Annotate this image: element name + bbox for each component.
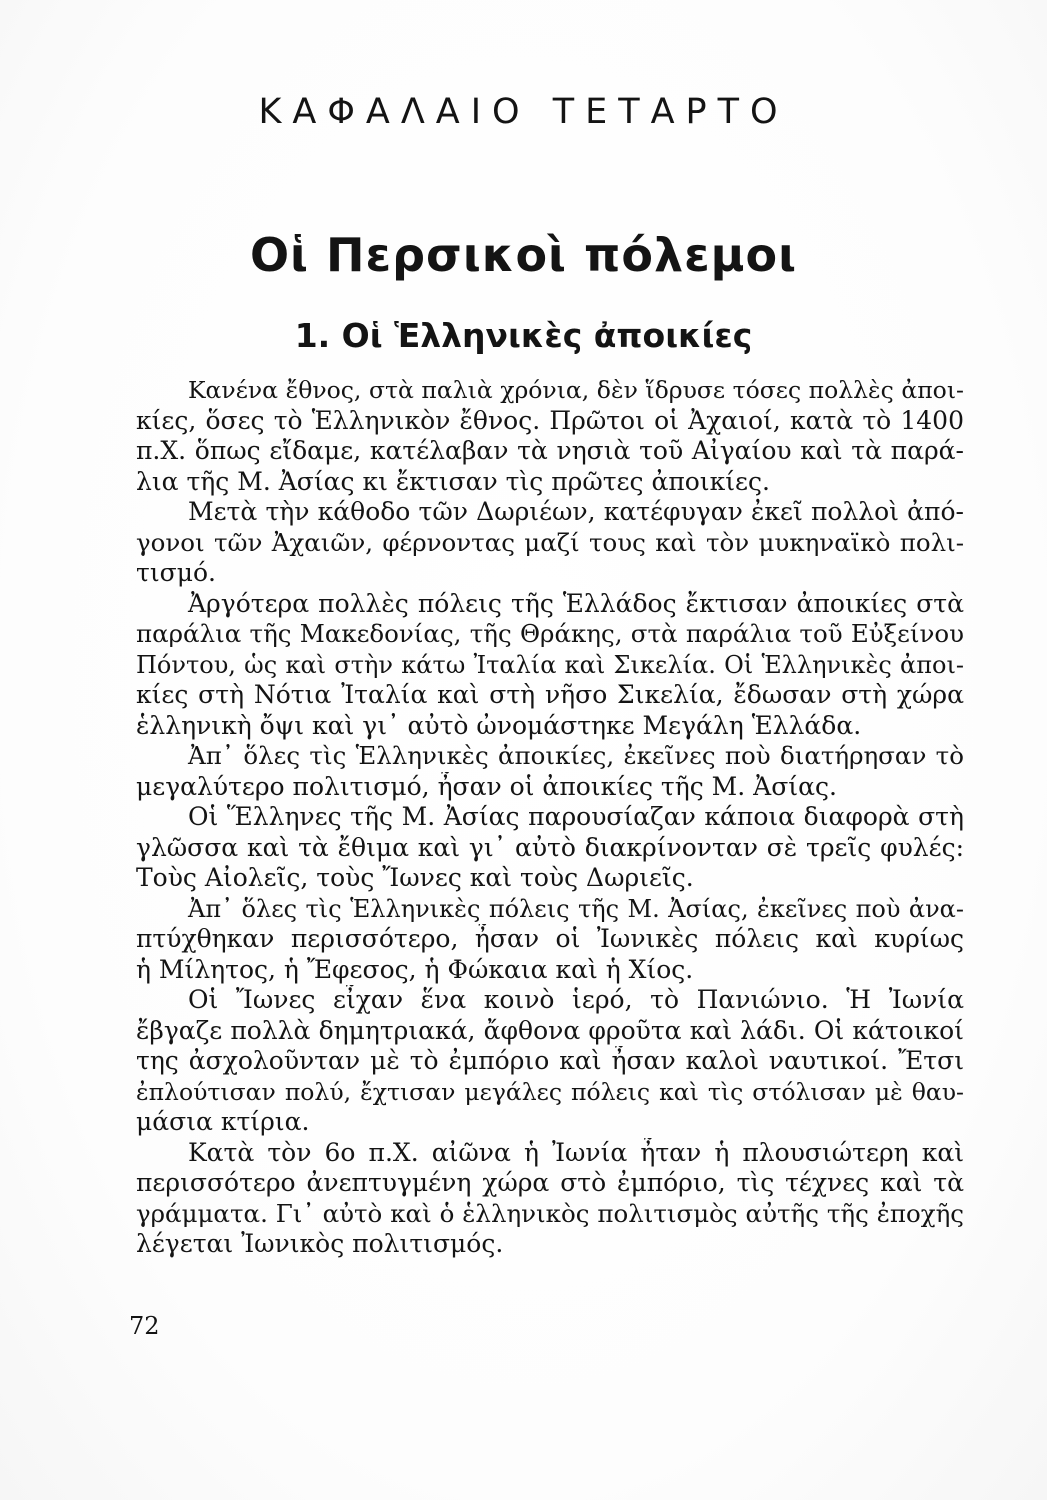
paragraph	[136, 894, 964, 986]
text-line: περισσότερο ἀνεπτυγμένη χώρα στὸ ἐμπόριο, τὶς τέχνες καὶ τὰ	[136, 1168, 964, 1197]
text-line: γράμματα. Γι᾿ αὐτὸ καὶ ὁ ἑλληνικὸς πολιτισμὸς αὐτῆς τῆς ἐποχῆς	[136, 1198, 964, 1228]
text-line: της ἀσχολοῦνταν μὲ τὸ ἐμπόριο καὶ ἦσαν καλοὶ ναυτικοί. Ἔτσι	[136, 1046, 964, 1075]
paragraph	[136, 375, 964, 497]
paragraph	[136, 497, 964, 589]
text-line: Μετὰ τὴν κάθοδο τῶν Δωριέων, κατέφυγαν ἐκεῖ πολλοὶ ἀπό-	[188, 497, 964, 526]
text-line: κίες στὴ Νότια Ἰταλία καὶ στὴ νῆσο Σικελία, ἔδωσαν στὴ χώρα	[136, 680, 964, 709]
page-number: 72	[129, 1312, 160, 1340]
text-line: Κανένα ἔθνος, στὰ παλιὰ χρόνια, δὲν ἵδρυσε τόσες πολλὲς ἀποι-	[188, 376, 964, 404]
text-line: τισμό.	[136, 558, 216, 587]
section-subtitle: 1. Οἱ Ἑλληνικὲς ἀποικίες	[294, 316, 753, 355]
text-line: ἐπλούτισαν πολύ, ἔχτισαν μεγάλες πόλεις καὶ τὶς στόλισαν μὲ θαυ-	[136, 1077, 964, 1106]
text-line: ἡ Μίλητος, ἡ Ἔφεσος, ἡ Φώκαια καὶ ἡ Χίος.	[136, 954, 694, 984]
text-line: λια τῆς Μ. Ἀσίας κι ἔκτισαν τὶς πρῶτες ἀποικίες.	[136, 466, 770, 496]
text-line: Ἀπ᾿ ὅλες τὶς Ἑλληνικὲς ἀποικίες, ἐκεῖνες ποὺ διατήρησαν τὸ	[188, 741, 964, 770]
text-line: Οἱ Ἴωνες εἶχαν ἕνα κοινὸ ἱερό, τὸ Πανιώνιο. Ἡ Ἰωνία	[188, 985, 964, 1014]
text-line: πτύχθηκαν περισσότερο, ἦσαν οἱ Ἰωνικὲς πόλεις καὶ κυρίως	[136, 924, 964, 953]
text-line: κίες, ὅσες τὸ Ἑλληνικὸν ἔθνος. Πρῶτοι οἱ Ἀχαιοί, κατὰ τὸ 1400	[136, 405, 964, 435]
paragraph	[136, 741, 964, 802]
text-line: Οἱ Ἕλληνες τῆς Μ. Ἀσίας παρουσίαζαν κάποια διαφορὰ στὴ	[188, 802, 964, 831]
text-line: γονοι τῶν Ἀχαιῶν, φέρνοντας μαζί τους καὶ τὸν μυκηναϊκὸ πολι-	[136, 527, 964, 557]
chapter-heading: ΚΑΦΑΛΑΙΟ ΤΕΤΑΡΤΟ	[258, 92, 789, 132]
paragraph	[136, 589, 964, 742]
text-line: Ἀργότερα πολλὲς πόλεις τῆς Ἑλλάδος ἔκτισαν ἀποικίες στὰ	[188, 588, 964, 618]
text-line: Κατὰ τὸν 6ο π.Χ. αἰῶνα ἡ Ἰωνία ἦταν ἡ πλουσιώτερη καὶ	[188, 1137, 964, 1167]
text-line: Πόντου, ὡς καὶ στὴν κάτω Ἰταλία καὶ Σικελία. Οἱ Ἑλληνικὲς ἀποι-	[136, 650, 964, 679]
text-line: λέγεται Ἰωνικὸς πολιτισμός.	[136, 1229, 504, 1258]
text-line: γλῶσσα καὶ τὰ ἔθιμα καὶ γι᾿ αὐτὸ διακρίνονταν σὲ τρεῖς φυλές:	[136, 832, 964, 862]
text-line: μάσια κτίρια.	[136, 1107, 310, 1136]
paragraph	[136, 802, 964, 894]
text-line: Ἀπ᾿ ὅλες τὶς Ἑλληνικὲς πόλεις τῆς Μ. Ἀσίας, ἐκεῖνες ποὺ ἀνα-	[188, 894, 964, 923]
paragraph	[136, 1138, 964, 1260]
text-line: παράλια τῆς Μακεδονίας, τῆς Θράκης, στὰ παράλια τοῦ Εὐξείνου	[136, 619, 964, 648]
text-line: ἔβγαζε πολλὰ δημητριακά, ἄφθονα φροῦτα καὶ λάδι. Οἱ κάτοικοί	[136, 1015, 964, 1045]
page-title: Οἱ Περσικοὶ πόλεμοι	[249, 228, 798, 282]
text-line: ἑλληνικὴ ὄψι καὶ γι᾿ αὐτὸ ὠνομάστηκε Μεγάλη Ἑλλάδα.	[136, 710, 862, 740]
paragraph	[136, 985, 964, 1138]
text-line: μεγαλύτερο πολιτισμό, ἦσαν οἱ ἀποικίες τῆς Μ. Ἀσίας.	[136, 771, 837, 801]
text-line: π.Χ. ὅπως εἴδαμε, κατέλαβαν τὰ νησιὰ τοῦ Αἰγαίου καὶ τὰ παρά-	[136, 436, 964, 465]
body-text	[136, 375, 964, 1260]
text-line: Τοὺς Αἰολεῖς, τοὺς Ἴωνες καὶ τοὺς Δωριεῖς.	[136, 863, 694, 892]
